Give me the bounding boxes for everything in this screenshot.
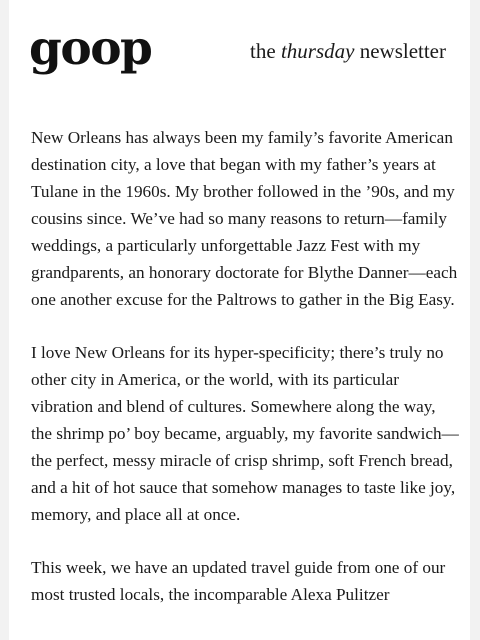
body-paragraph-1: New Orleans has always been my family’s favorite American destination city, a love that began with my father’s years at Tulane in the 1960s. My brother followed in the ’90s, and my cousins since. We’ve had so many reasons to return—family weddings, a particularly unforgettable Jazz Fest with my grandparents, an honorary doctorate for Blythe Danner—each one another excuse for the Paltrows to gather in the Big Easy. xyxy=(31,128,458,309)
goop-logo[interactable]: goop xyxy=(29,21,152,76)
tagline-prefix: the xyxy=(250,39,281,63)
newsletter-tagline xyxy=(250,36,446,66)
tagline-suffix: newsletter xyxy=(354,39,446,63)
newsletter-body xyxy=(31,124,459,634)
newsletter-header xyxy=(9,0,470,100)
body-paragraph-3: This week, we have an updated travel guide from one of our most trusted locals, the incomparable Alexa Pulitzer xyxy=(31,558,446,604)
body-paragraph-2: I love New Orleans for its hyper-specificity; there’s truly no other city in America, or the world, with its particular vibration and blend of cultures. Somewhere along the way, the shrimp po’ boy became, arguably, my favorite sandwich—the perfect, messy miracle of crisp shrimp, soft French bread, and a hit of hot sauce that somehow manages to taste like joy, memory, and place all at once. xyxy=(31,343,459,524)
tagline-emphasis: thursday xyxy=(280,39,355,63)
newsletter-email xyxy=(9,0,470,640)
